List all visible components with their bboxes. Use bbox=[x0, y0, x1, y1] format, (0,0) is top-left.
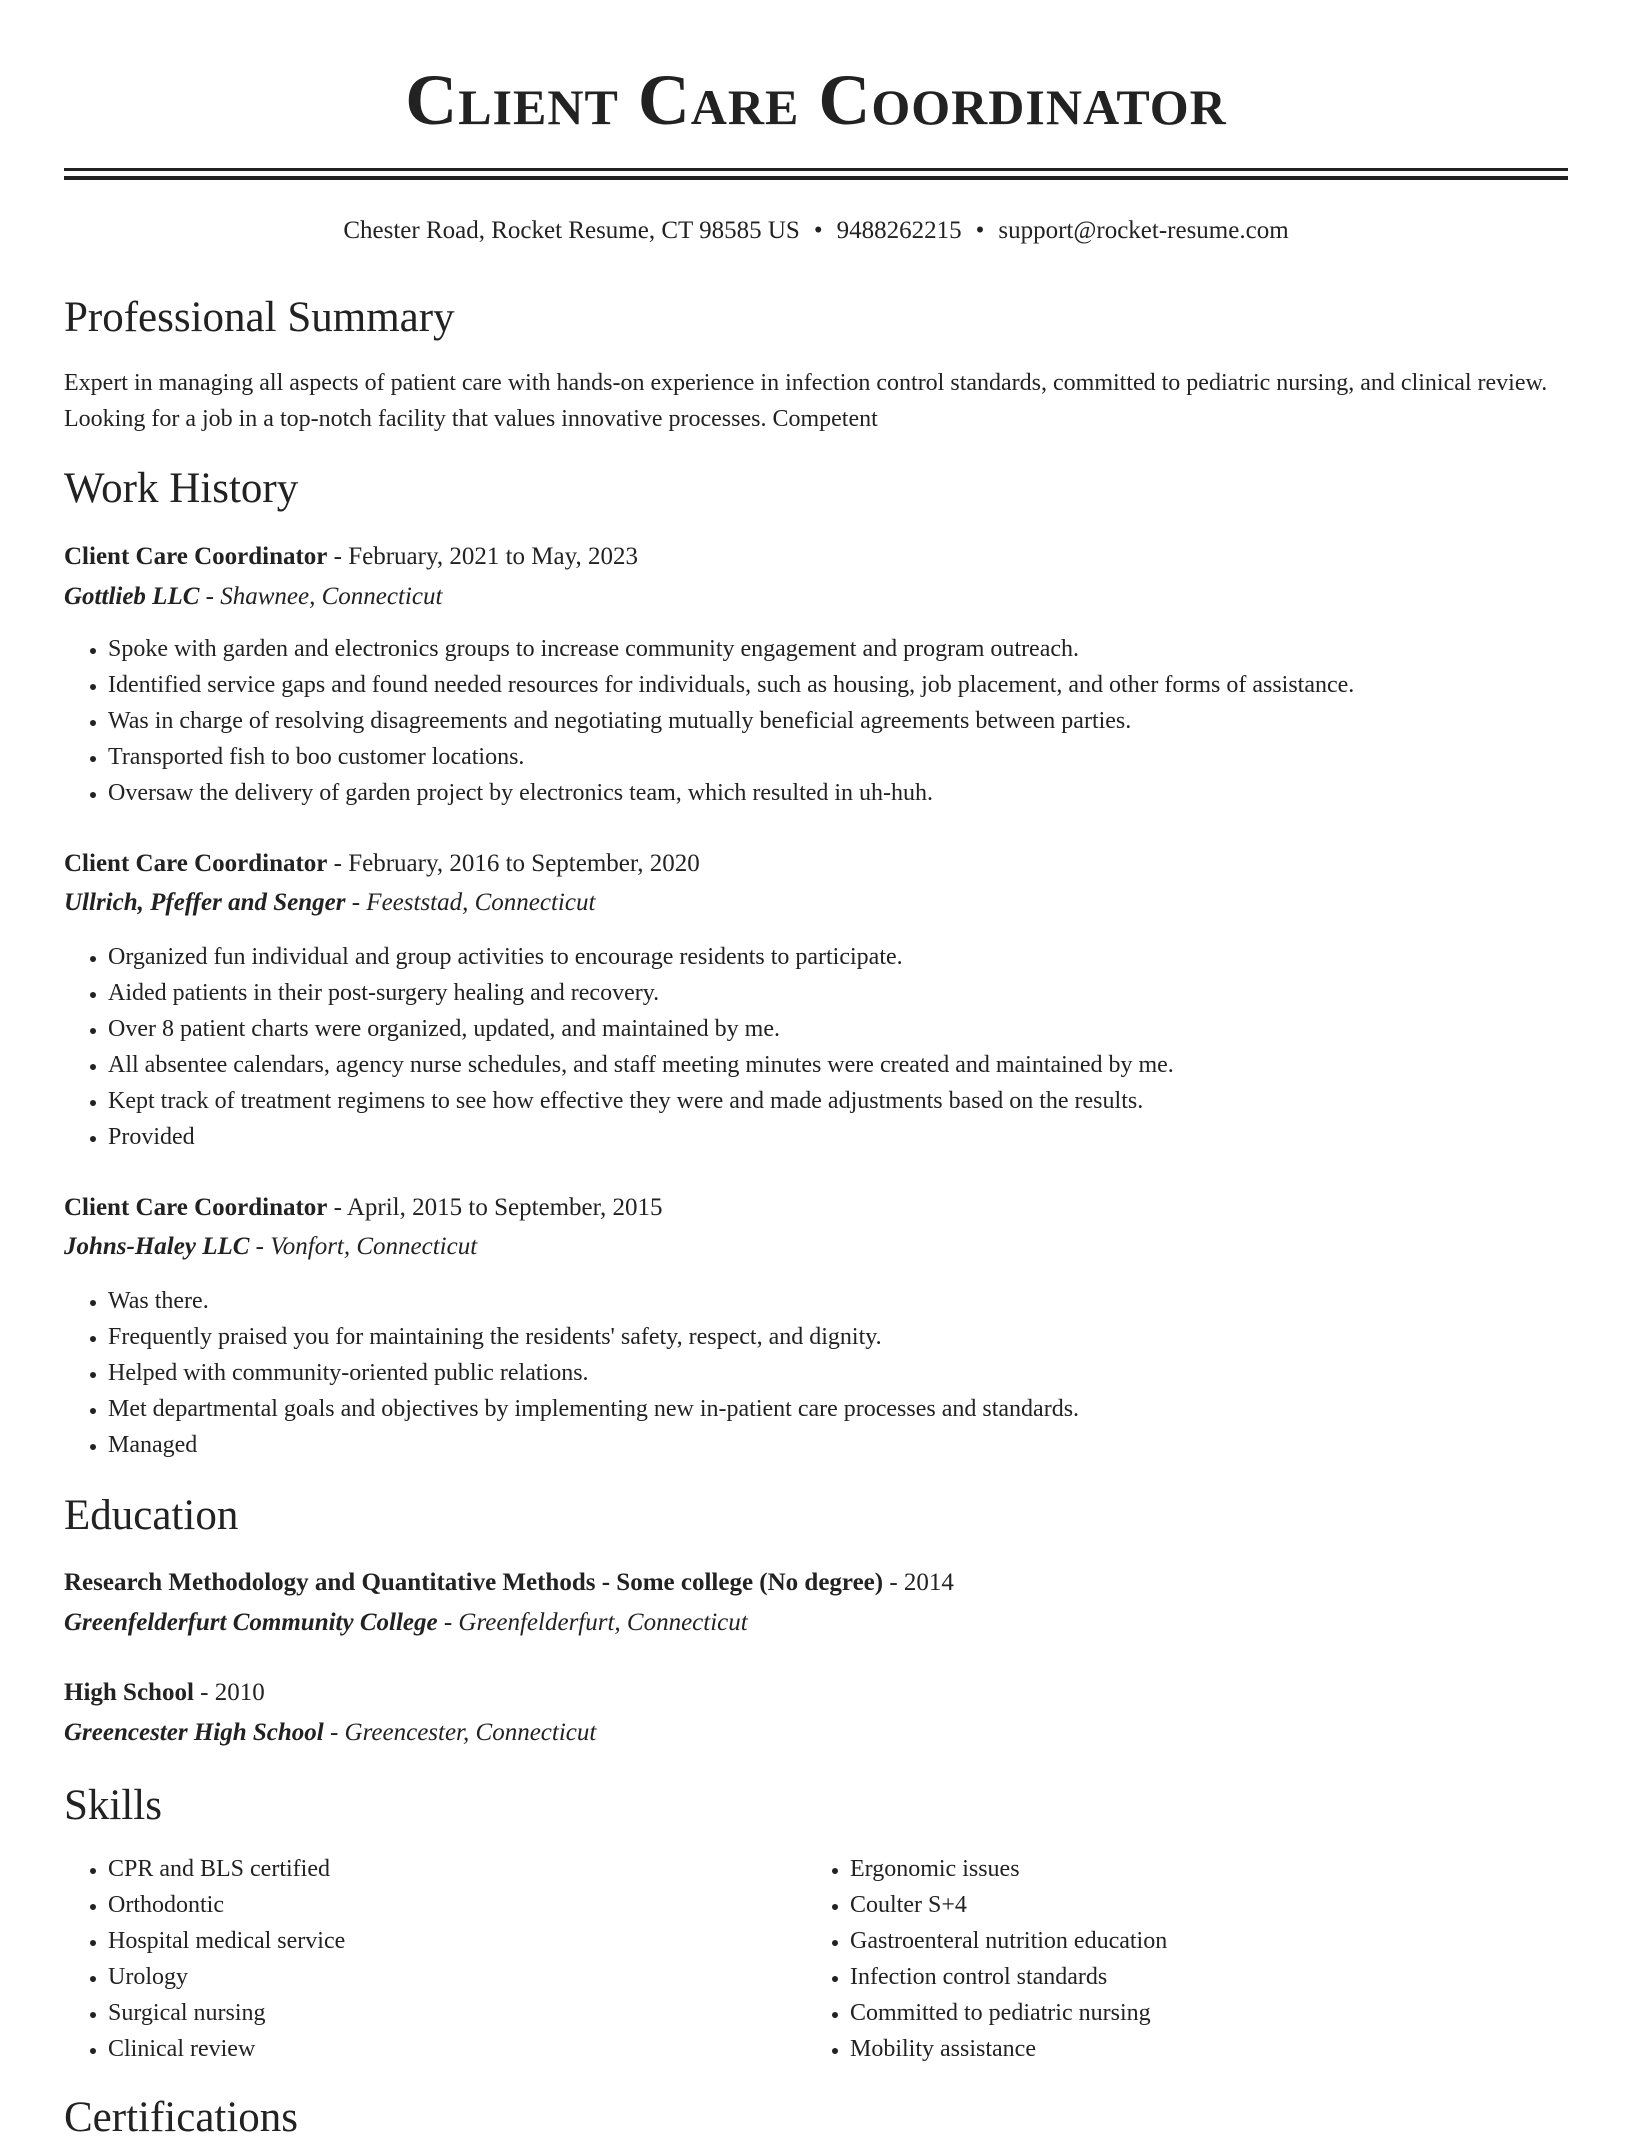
education-location: - Greenfelderfurt, Connecticut bbox=[437, 1609, 748, 1636]
list-item: • CPR and BLS certified bbox=[108, 1851, 808, 1887]
contact-line bbox=[64, 214, 1568, 248]
education-heading: Education bbox=[64, 1492, 239, 1539]
summary-heading: Professional Summary bbox=[64, 294, 455, 341]
education-school: Greenfelderfurt Community College bbox=[64, 1609, 438, 1636]
certifications-heading: Certifications bbox=[64, 2094, 299, 2141]
list-item: • Surgical nursing bbox=[108, 1995, 808, 2031]
job-location: - Vonfort, Connecticut bbox=[249, 1233, 478, 1260]
title-rule-top bbox=[64, 168, 1568, 171]
list-item: • Was there. bbox=[108, 1283, 1079, 1319]
education-degree-line bbox=[64, 1566, 954, 1600]
job-dates: - February, 2021 to May, 2023 bbox=[327, 543, 639, 570]
resume-title: Client Care Coordinator bbox=[405, 60, 1227, 140]
job-company-line bbox=[64, 1230, 477, 1264]
job-company: Johns-Haley LLC bbox=[64, 1233, 250, 1260]
job-company: Gottlieb LLC bbox=[64, 583, 200, 610]
list-item: • Aided patients in their post-surgery healing and recovery. bbox=[108, 975, 1174, 1011]
job-title-line bbox=[64, 1191, 662, 1225]
education-school: Greencester High School bbox=[64, 1719, 324, 1746]
education-degree: Research Methodology and Quantitative Methods - Some college (No degree) bbox=[64, 1569, 884, 1596]
contact-address: Chester Road, Rocket Resume, CT 98585 US bbox=[343, 217, 800, 244]
list-item: • Provided bbox=[108, 1119, 1174, 1155]
job-title-line bbox=[64, 540, 638, 574]
job-bullets bbox=[64, 939, 1174, 1155]
job-location: - Shawnee, Connecticut bbox=[199, 583, 443, 610]
education-location: - Greencester, Connecticut bbox=[323, 1719, 597, 1746]
job-dates: - April, 2015 to September, 2015 bbox=[327, 1194, 663, 1221]
job-company-line bbox=[64, 580, 442, 614]
list-item: • Committed to pediatric nursing bbox=[850, 1995, 1550, 2031]
contact-email: support@rocket-resume.com bbox=[998, 217, 1289, 244]
skills-heading: Skills bbox=[64, 1782, 162, 1829]
skills-list-left bbox=[64, 1851, 808, 2067]
job-title: Client Care Coordinator bbox=[64, 543, 328, 570]
job-location: - Feeststad, Connecticut bbox=[345, 889, 596, 916]
list-item: • Organized fun individual and group activities to encourage residents to participate. bbox=[108, 939, 1174, 975]
list-item: • Gastroenteral nutrition education bbox=[850, 1923, 1550, 1959]
job-company-line bbox=[64, 886, 595, 920]
list-item: • Urology bbox=[108, 1959, 808, 1995]
list-item: • Coulter S+4 bbox=[850, 1887, 1550, 1923]
list-item: • Over 8 patient charts were organized, updated, and maintained by me. bbox=[108, 1011, 1174, 1047]
title-rule-bottom bbox=[64, 176, 1568, 180]
list-item: • Mobility assistance bbox=[850, 2031, 1550, 2067]
list-item: • Met departmental goals and objectives by implementing new in-patient care processes and standards. bbox=[108, 1391, 1079, 1427]
education-school-line bbox=[64, 1606, 748, 1640]
contact-phone: 9488262215 bbox=[836, 217, 962, 244]
education-year: - 2010 bbox=[193, 1679, 265, 1706]
list-item: • Spoke with garden and electronics groups to increase community engagement and program outreach. bbox=[108, 631, 1354, 667]
job-bullets bbox=[64, 631, 1354, 811]
list-item: • Hospital medical service bbox=[108, 1923, 808, 1959]
list-item: • Oversaw the delivery of garden project by electronics team, which resulted in uh-huh. bbox=[108, 775, 1354, 811]
list-item: • Was in charge of resolving disagreements and negotiating mutually beneficial agreements between parties. bbox=[108, 703, 1354, 739]
job-title: Client Care Coordinator bbox=[64, 1194, 328, 1221]
education-degree: High School bbox=[64, 1679, 194, 1706]
list-item: • Infection control standards bbox=[850, 1959, 1550, 1995]
list-item: • Clinical review bbox=[108, 2031, 808, 2067]
job-bullets bbox=[64, 1283, 1079, 1463]
work-history-heading: Work History bbox=[64, 465, 299, 512]
summary-text: Expert in managing all aspects of patient care with hands-on experience in infection control standards, committed to pediatric nursing, and clinical review. Looking for a job in a top-notch facility that values innovative processes. Competent bbox=[64, 370, 1548, 432]
list-item: • Orthodontic bbox=[108, 1887, 808, 1923]
contact-separator: • bbox=[813, 217, 823, 244]
job-title: Client Care Coordinator bbox=[64, 850, 328, 877]
list-item: • Managed bbox=[108, 1427, 1079, 1463]
job-dates: - February, 2016 to September, 2020 bbox=[327, 850, 700, 877]
list-item: • Ergonomic issues bbox=[850, 1851, 1550, 1887]
education-degree-line bbox=[64, 1676, 265, 1710]
list-item: • All absentee calendars, agency nurse schedules, and staff meeting minutes were created and maintained by me. bbox=[108, 1047, 1174, 1083]
skills-list-right bbox=[806, 1851, 1550, 2067]
contact-separator: • bbox=[975, 217, 985, 244]
list-item: • Identified service gaps and found needed resources for individuals, such as housing, job placement, and other forms of assistance. bbox=[108, 667, 1354, 703]
education-year: - 2014 bbox=[883, 1569, 954, 1596]
education-school-line bbox=[64, 1716, 596, 1750]
job-company: Ullrich, Pfeffer and Senger bbox=[64, 889, 346, 916]
list-item: • Helped with community-oriented public relations. bbox=[108, 1355, 1079, 1391]
list-item: • Kept track of treatment regimens to see how effective they were and made adjustments based on the results. bbox=[108, 1083, 1174, 1119]
list-item: • Transported fish to boo customer locations. bbox=[108, 739, 1354, 775]
list-item: • Frequently praised you for maintaining the residents' safety, respect, and dignity. bbox=[108, 1319, 1079, 1355]
job-title-line bbox=[64, 847, 700, 881]
